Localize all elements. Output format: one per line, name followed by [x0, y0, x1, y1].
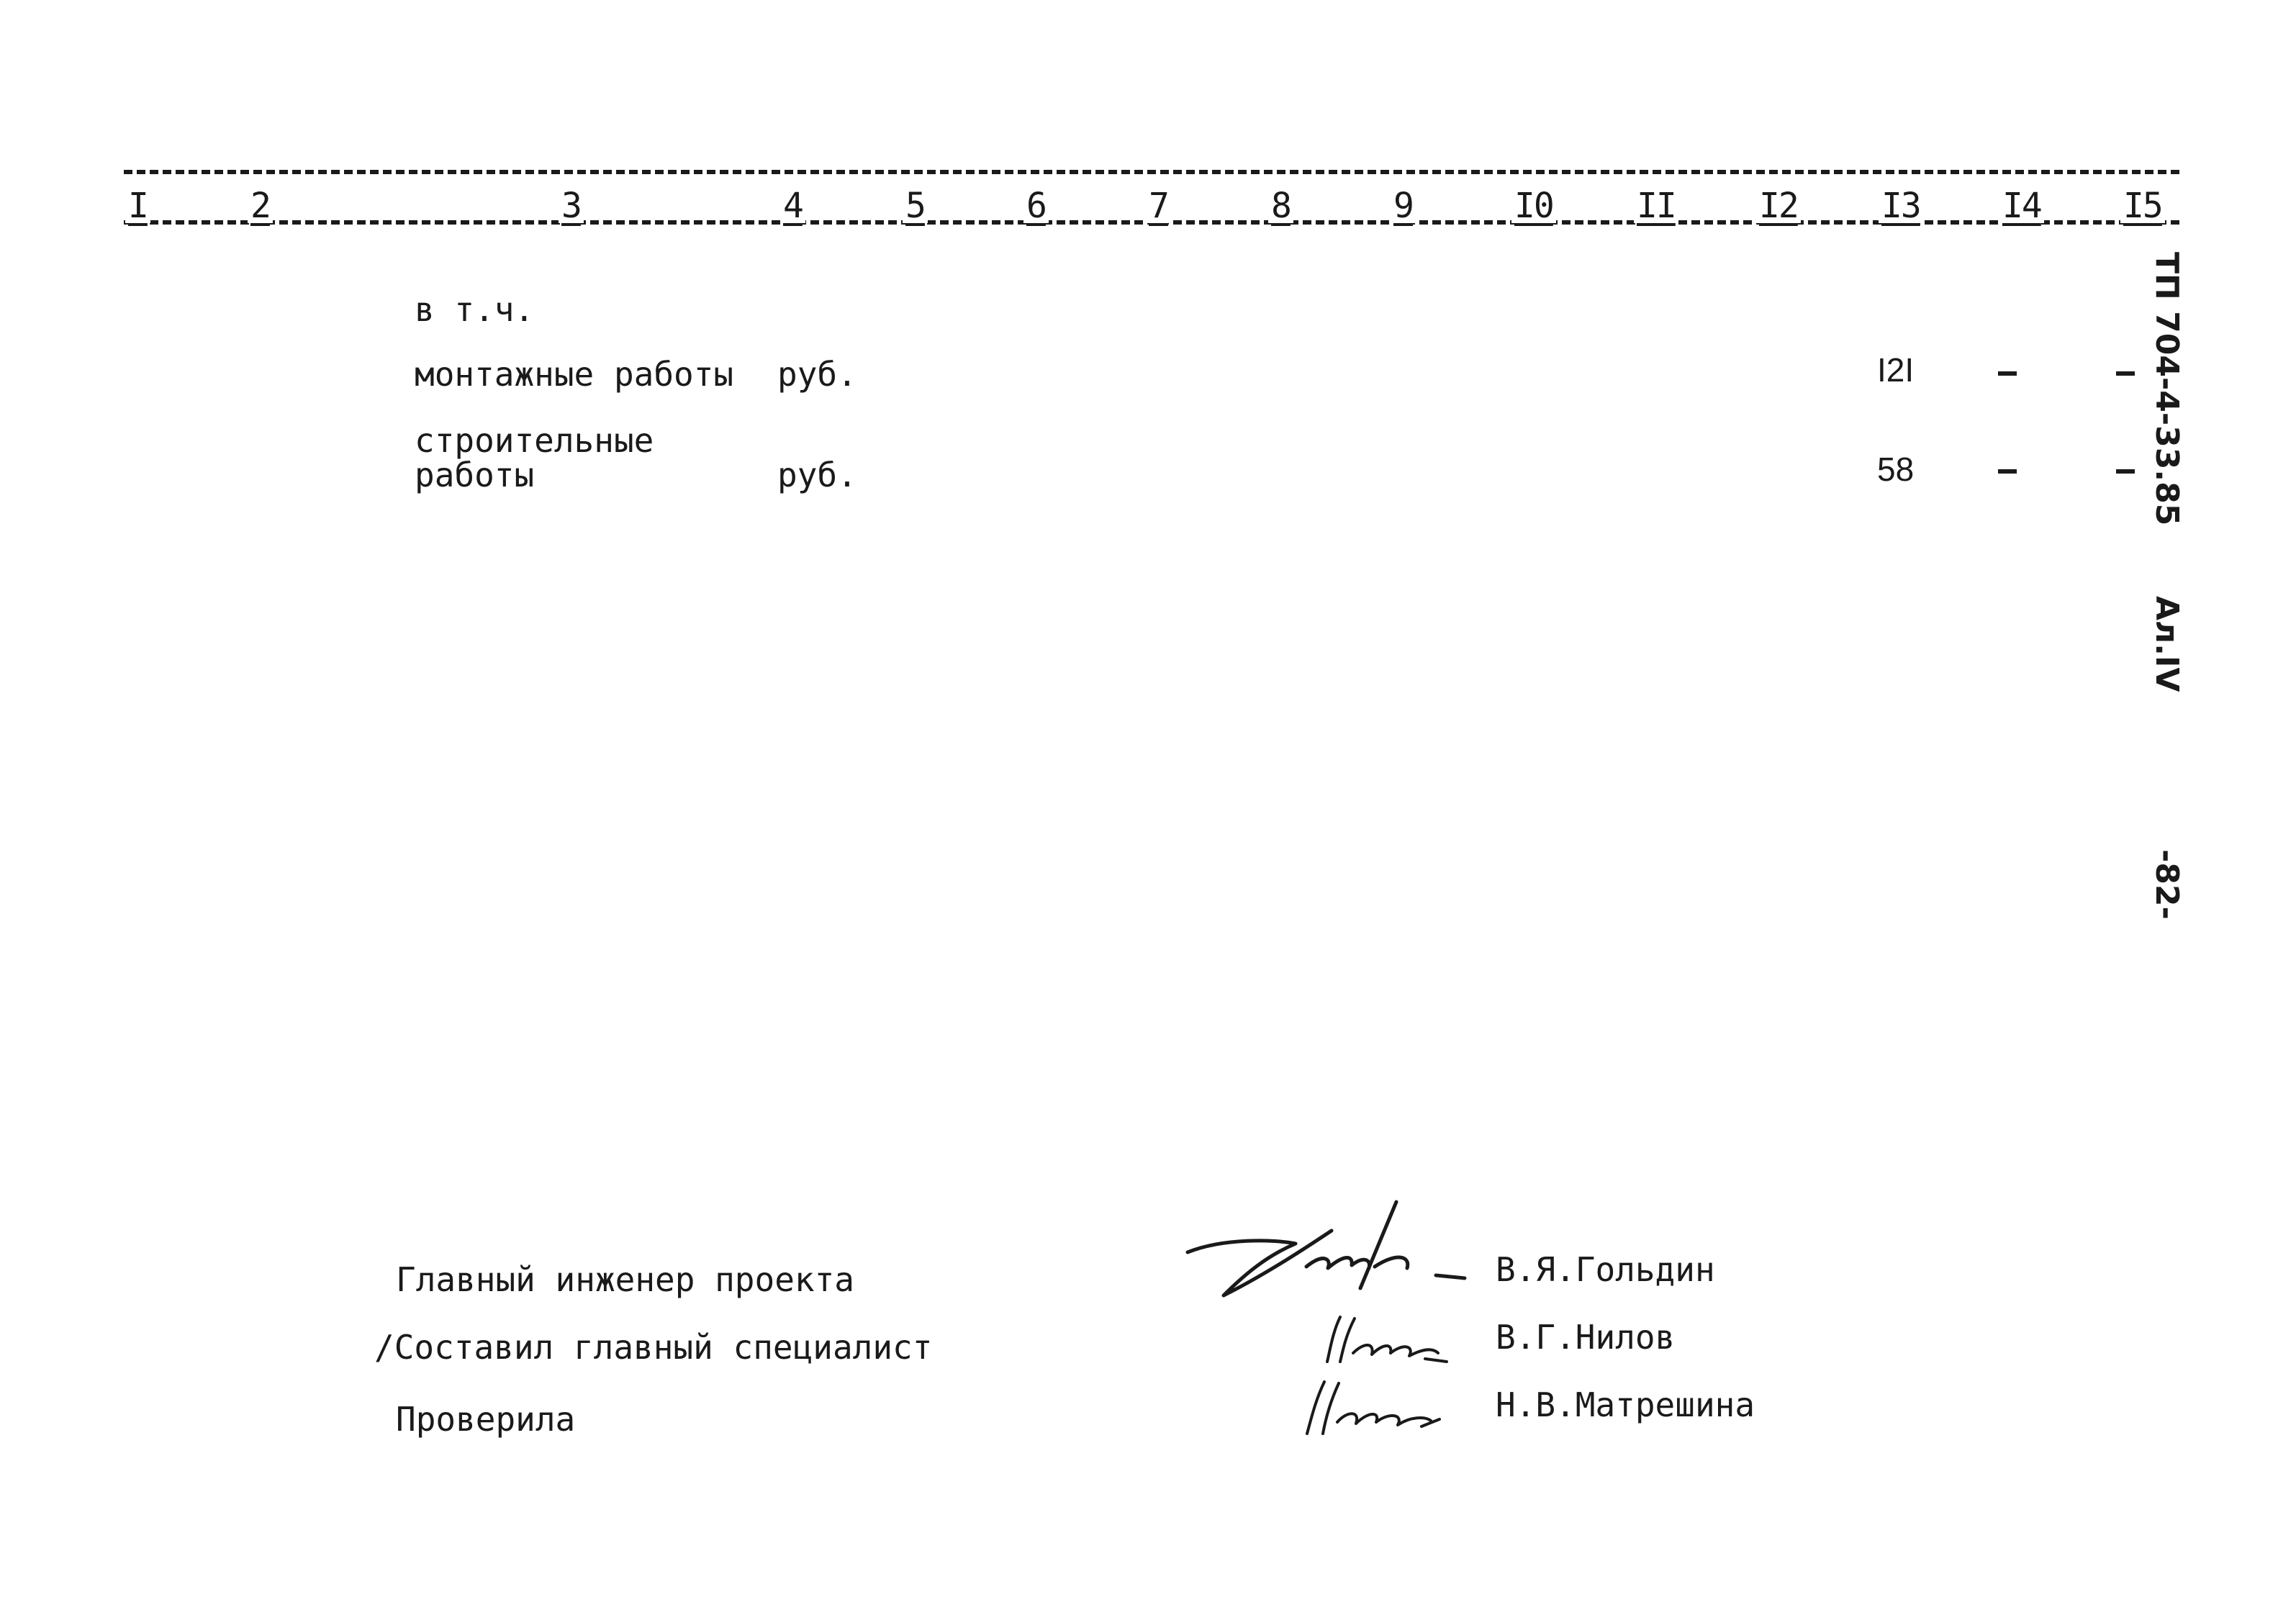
row-dash-col14 [1998, 371, 2017, 376]
column-number: I3 [1879, 189, 1923, 223]
row-dash-col14 [1998, 469, 2017, 474]
column-number: 5 [903, 189, 928, 223]
row-dash-col15 [2116, 469, 2135, 474]
row-name-line1: строительные [415, 421, 654, 460]
signature-name: В.Г.Нилов [1496, 1318, 1676, 1357]
signature-name: Н.В.Матрешина [1496, 1385, 1755, 1424]
column-number: 7 [1146, 189, 1171, 223]
column-number: II [1634, 189, 1678, 223]
row-unit: руб. [777, 355, 857, 394]
column-number: 8 [1268, 189, 1293, 223]
signature-role: /Составил главный специалист [374, 1328, 933, 1367]
column-number: I5 [2120, 189, 2165, 223]
column-number: I2 [1756, 189, 1801, 223]
page-number: -82- [2148, 849, 2185, 920]
column-number: I [125, 189, 150, 223]
column-number: 2 [248, 189, 273, 223]
column-number: 3 [559, 189, 584, 223]
row-value: 58 [1877, 451, 1915, 488]
signature-role: Главный инженер проекта [396, 1260, 854, 1299]
handwritten-signature [1303, 1375, 1461, 1439]
row-unit: руб. [777, 456, 857, 494]
document-code: ТП 704-4-33.85 [2148, 252, 2185, 526]
column-number: I0 [1511, 189, 1556, 223]
album-number: Ал.IV [2148, 596, 2185, 692]
column-number: 4 [780, 189, 805, 223]
row-dash-col15 [2116, 371, 2135, 376]
column-number: 9 [1391, 189, 1416, 223]
row-value: I2I [1877, 351, 1915, 389]
row-name: монтажные работы [415, 355, 734, 394]
column-number: I4 [1999, 189, 2044, 223]
header-top-dashed-line [124, 170, 2179, 174]
including-label: в т.ч. [415, 290, 535, 329]
handwritten-signature [1180, 1188, 1483, 1317]
handwritten-signature [1324, 1310, 1468, 1367]
column-number: 6 [1023, 189, 1049, 223]
row-name-line2: работы [415, 456, 535, 494]
signature-role: Проверила [396, 1400, 576, 1439]
signature-name: В.Я.Гольдин [1496, 1250, 1715, 1289]
